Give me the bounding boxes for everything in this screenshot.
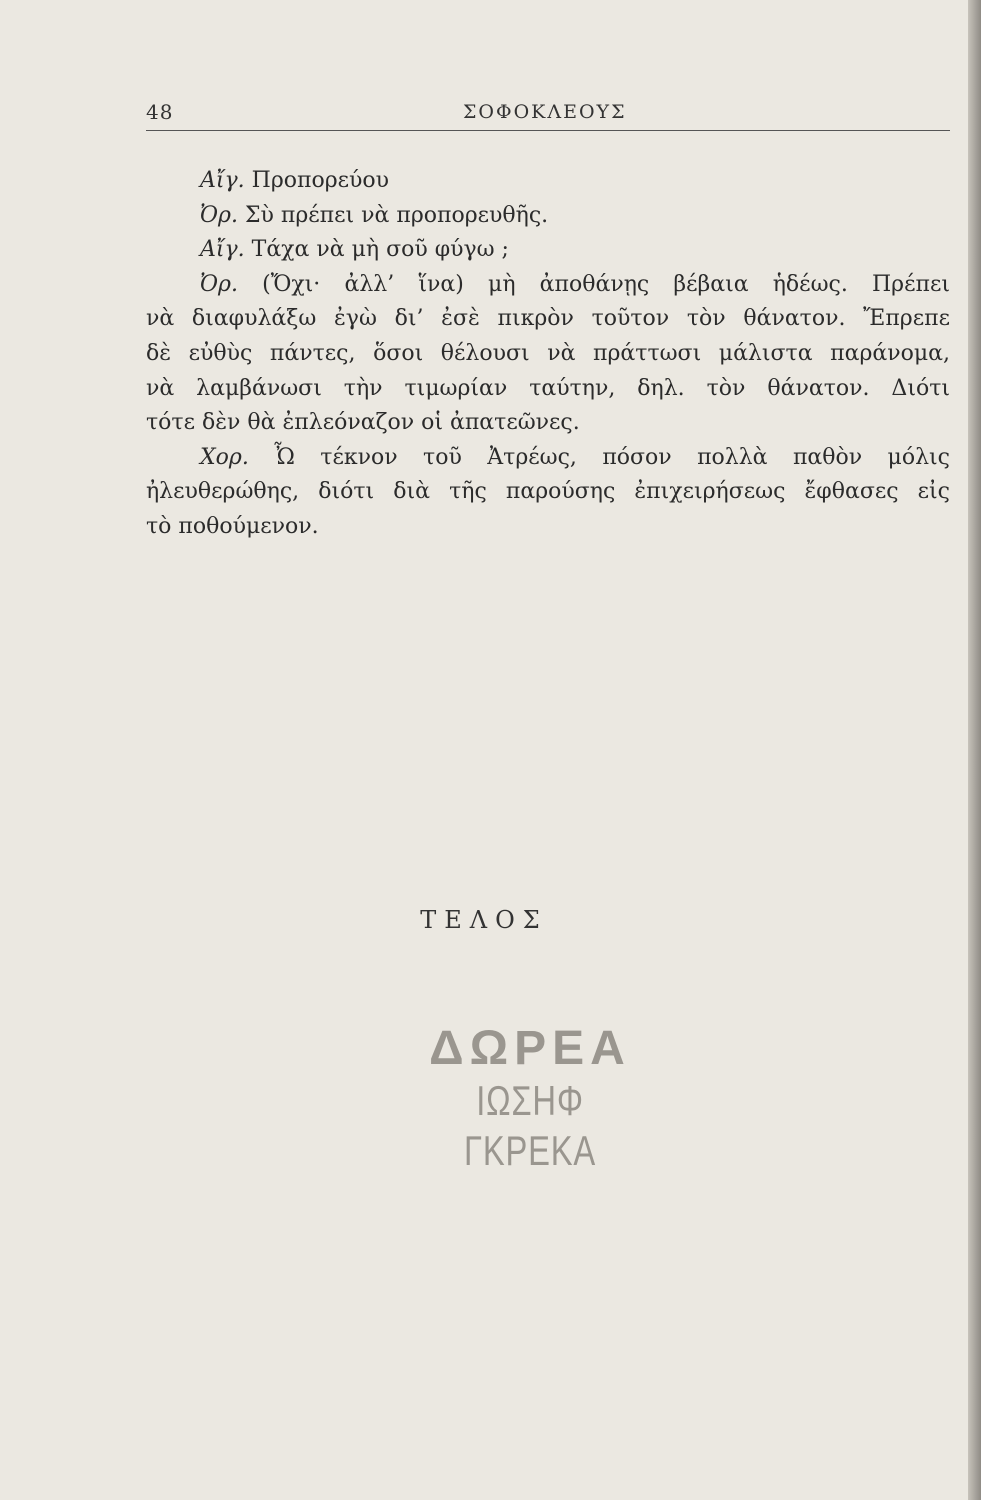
dialogue-line — [146, 164, 950, 199]
speaker-label: Αἴγ. — [200, 168, 245, 193]
dialogue-text: Ὦ τέκνον τοῦ Ἀτρέως, πόσον πολλὰ παθὸν μόλις — [274, 444, 950, 470]
dialogue-line — [146, 441, 950, 476]
page-edge — [968, 0, 981, 1500]
dialogue-line — [146, 406, 950, 441]
stamp-title: ΔΩΡΕΑ — [429, 1022, 631, 1075]
page-header — [146, 96, 950, 131]
dialogue-text: Προπορεύου — [251, 168, 390, 193]
page-number: 48 — [146, 100, 174, 124]
speaker-label: Χορ. — [200, 444, 249, 470]
dialogue-text: δὲ εὐθὺς πάντες, ὅσοι θέλουσι νὰ πράττωσι μάλιστα παράνομα, — [146, 340, 950, 366]
dialogue-line — [146, 475, 950, 510]
dialogue-line — [146, 337, 950, 372]
dialogue-text: νὰ λαμβάνωσι τὴν τιμωρίαν ταύτην, δηλ. τὸν θάνατον. Διότι — [146, 375, 950, 401]
dialogue-text: Σὺ πρέπει νὰ προπορευθῆς. — [244, 202, 549, 228]
dialogue-text: (Ὄχι· ἀλλ’ ἵνα) μὴ ἀποθάνῃς βέβαια ἡδέως. Πρέπει — [262, 271, 950, 297]
dialogue-line — [146, 302, 950, 337]
dialogue-text: ἠλευθερώθης, διότι διὰ τῆς παρούσης ἐπιχειρήσεως ἔφθασες εἰς — [146, 479, 950, 505]
speaker-label: Αἴγ. — [200, 237, 245, 263]
dialogue-line — [146, 233, 950, 268]
donation-stamp — [390, 1022, 670, 1176]
dialogue-text: τὸ ποθούμενον. — [146, 513, 319, 539]
dialogue-text: Τάχα νὰ μὴ σοῦ φύγω ; — [251, 237, 509, 263]
speaker-label: Ὀρ. — [200, 202, 238, 228]
text-body — [146, 164, 950, 545]
dialogue-line — [146, 510, 950, 545]
dialogue-text: τότε δὲν θὰ ἐπλεόναζον οἱ ἀπατεῶνες. — [146, 410, 580, 436]
speaker-label: Ὀρ. — [200, 271, 238, 297]
dialogue-text: νὰ διαφυλάξω ἐγὼ δι’ ἐσὲ πικρὸν τοῦτον τὸν θάνατον. Ἔπρεπε — [146, 306, 950, 332]
dialogue-line — [146, 372, 950, 407]
dialogue-line — [146, 199, 950, 234]
dialogue-line — [146, 268, 950, 303]
running-head: ΣΟΦΟΚΛΕΟΥΣ — [463, 101, 627, 123]
stamp-donor: ΙΩΣΗΦ ΓΚΡΕΚΑ — [464, 1077, 596, 1174]
end-mark: ΤΕΛΟΣ — [420, 906, 548, 934]
